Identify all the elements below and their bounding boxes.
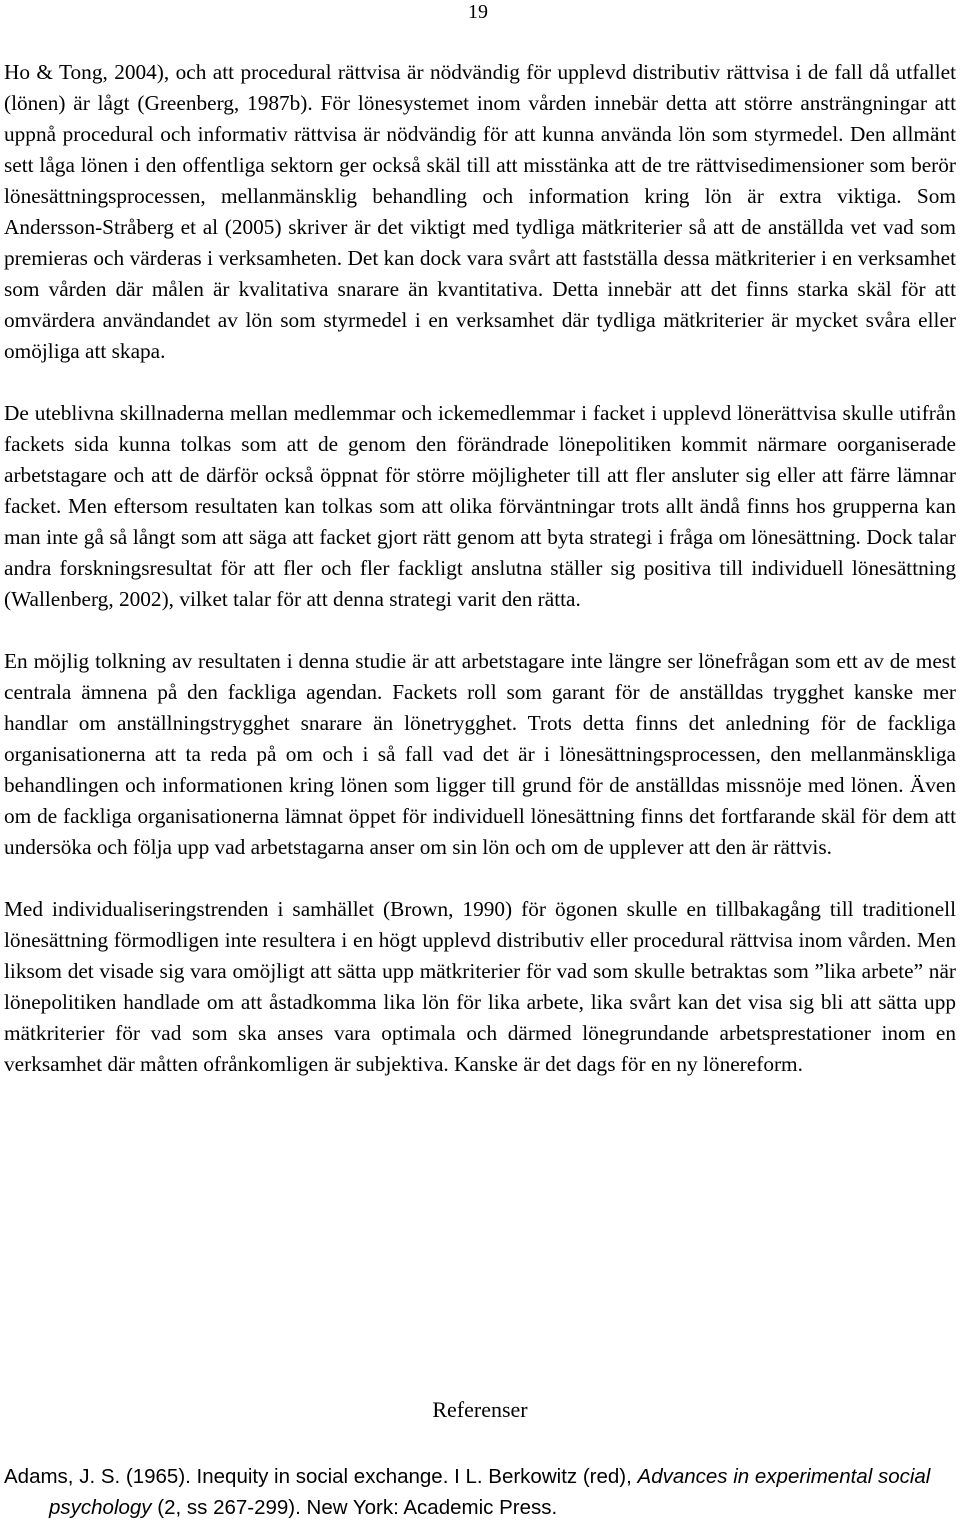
reference-book-title: Advances in experimental social psychology <box>49 1465 931 1519</box>
paragraph-2: De uteblivna skillnaderna mellan medlemmar och ickemedlemmar i facket i upplevd lönerättvisa skulle utifrån fackets sida kunna tolkas som att de genom den förändrade lönepolitiken kommit närmare oorganiserade arbetstagare och att de därför också öppnat för större möjligheter till att fler ansluter sig eller att färre lämnar facket. Men eftersom resultaten kan tolkas som att olika förväntningar trots allt ändå finns hos grupperna kan man inte gå så långt som att säga att facket gjort rätt genom att byta strategi i fråga om lönesättning. Dock talar andra forskningsresultat för att fler och fler fackligt anslutna ställer sig positiva till individuell lönesättning (Wallenberg, 2002), vilket talar för att denna strategi varit den rätta. <box>4 401 956 611</box>
paragraph-4: Med individualiseringstrenden i samhället (Brown, 1990) för ögonen skulle en tillbakagång till traditionell lönesättning förmodligen inte resultera i en högt upplevd distributiv eller procedural rättvisa inom vården. Men liksom det visade sig vara omöjligt att sätta upp mätkriterier för vad som skulle betraktas som ”lika arbete” när lönepolitiken handlade om att åstadkomma lika lön för lika arbete, lika svårt kan det visa sig bli att sätta upp mätkriterier för vad som ska anses vara optimala och därmed lönegrundande arbetsprestationer inom en verksamhet där måtten ofrånkomligen är subjektiva. Kanske är det dags för en ny lönereform. <box>4 897 956 1076</box>
paragraph-3: En möjlig tolkning av resultaten i denna studie är att arbetstagare inte längre ser lönefrågan som ett av de mest centrala ämnena på den fackliga agendan. Fackets roll som garant för de anställdas trygghet kanske mer handlar om anställningstrygghet snarare än lönetrygghet. Trots detta finns det anledning för de fackliga organisationerna att ta reda på om och i så fall vad det är i lönesättningsprocessen, den mellanmänskliga behandlingen och informationen kring lönen som ligger till grund för de anställdas missnöje med lönen. Även om de fackliga organisationerna lämnat öppet för individuell lönesättning finns det fortfarande skäl för dem att undersöka och följa upp vad arbetstagarna anser om sin lön och om de upplever att den är rättvis. <box>4 649 956 859</box>
paragraph-1: Ho & Tong, 2004), och att procedural rättvisa är nödvändig för upplevd distributiv rättvisa i de fall då utfallet (lönen) är lågt (Greenberg, 1987b). För lönesystemet inom vården innebär detta att större ansträngningar att uppnå procedural och informativ rättvisa är nödvändig för att kunna använda lön som styrmedel. Den allmänt sett låga lönen i den offentliga sektorn ger också skäl till att misstänka att de tre rättvisedimensioner som berör lönesättningsprocessen, mellanmänsklig behandling och information kring lön är extra viktiga. Som Andersson-Stråberg et al (2005) skriver är det viktigt med tydliga mätkriterier så att de anställda vet vad som premieras och värderas i verksamheten. Det kan dock vara svårt att fastställa dessa mätkriterier i en verksamhet som vården där målen är kvalitativa snarare än kvantitativa. Detta innebär att det finns starka skäl för att omvärdera användandet av lön som styrmedel i en verksamhet där tydliga mätkriterier är mycket svåra eller omöjliga att skapa. <box>4 60 956 363</box>
reference-entry <box>4 1461 956 1523</box>
reference-citation: Adams, J. S. (1965). Inequity in social exchange. I L. Berkowitz (red), <box>4 1465 638 1488</box>
page-number: 19 <box>468 1 488 23</box>
reference-publication-details: (2, ss 267-299). New York: Academic Press. <box>151 1496 558 1519</box>
references-heading: Referenser <box>432 1397 528 1422</box>
body-text <box>4 57 956 1080</box>
